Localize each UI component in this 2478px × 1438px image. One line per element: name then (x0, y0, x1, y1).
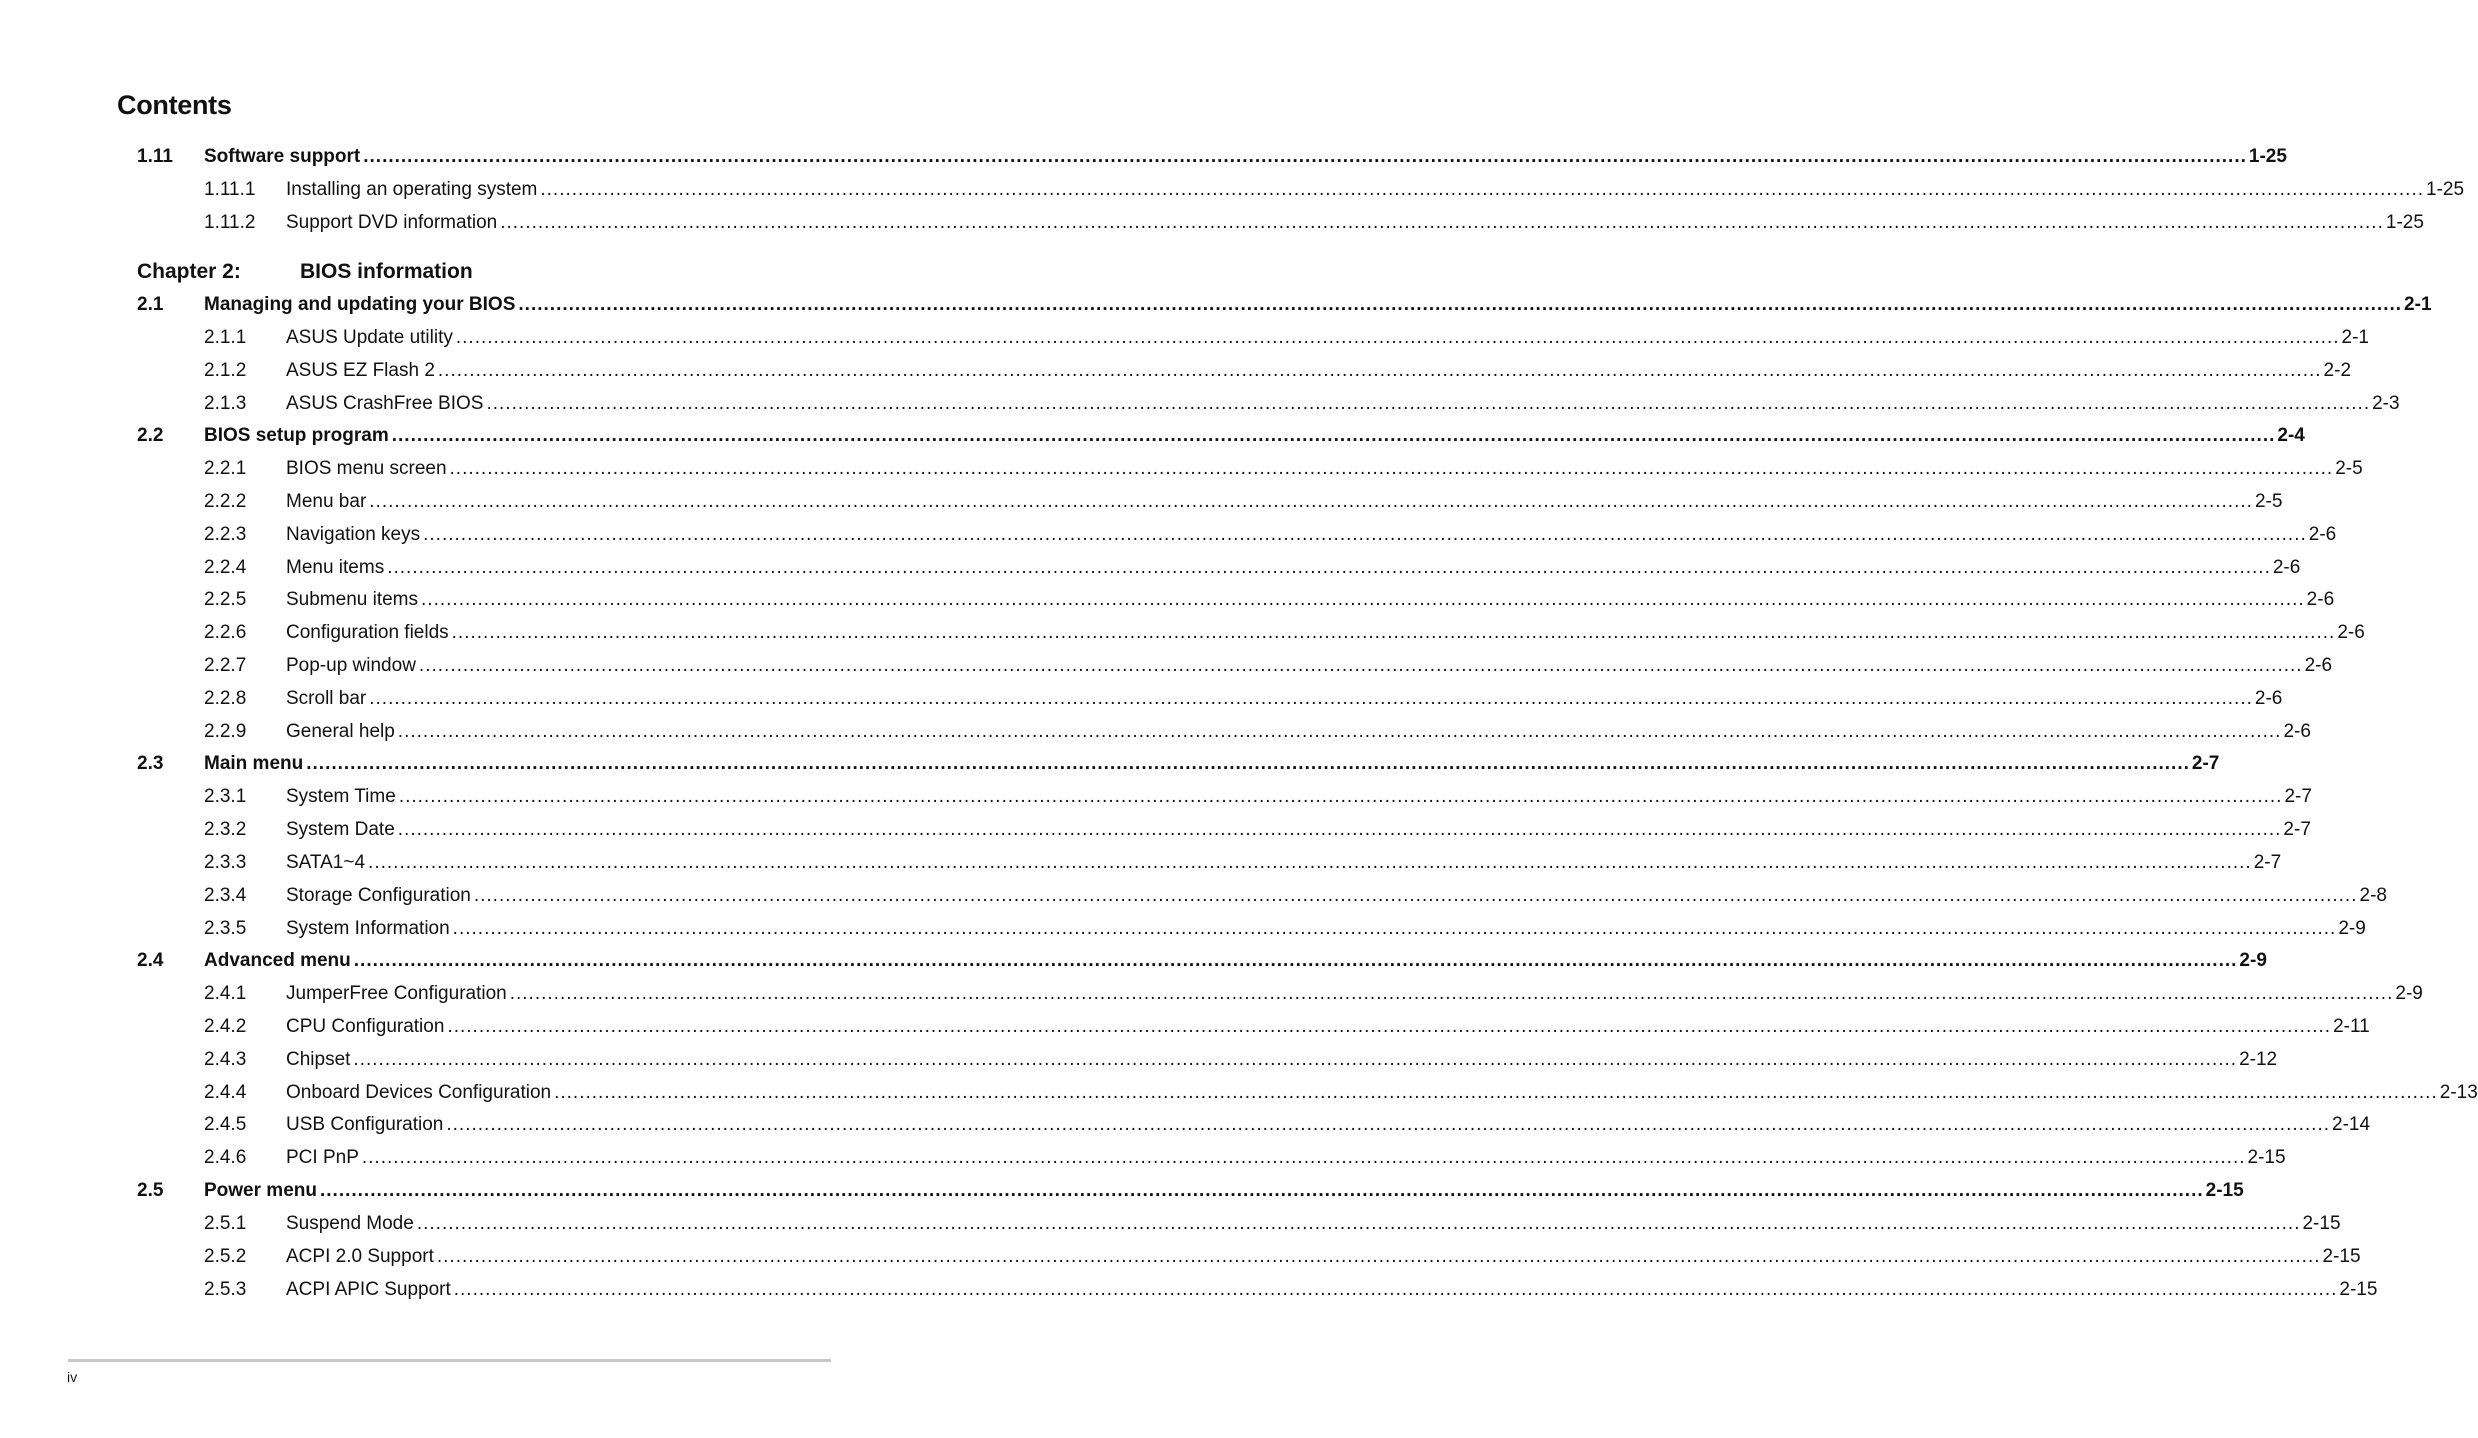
toc-entry-number: 2.2.4 (204, 557, 247, 578)
toc-entry-page: 2-7 (2253, 852, 2282, 873)
toc-entry-page: 2-6 (2306, 589, 2335, 610)
toc-entry-leader (286, 883, 2387, 909)
toc-entry-title: System Date (286, 819, 395, 840)
toc-dot-leader: ............................................................................................................................................................................................................................................................................................................ (540, 179, 2425, 200)
toc-entry-number: 2.3.5 (204, 918, 247, 939)
toc-entry-title: ASUS CrashFree BIOS (286, 393, 484, 414)
toc-entry-number: 2.4 (137, 950, 164, 971)
toc-entry-page: 2-5 (2335, 458, 2363, 479)
toc-entry-leader (204, 144, 2287, 170)
toc-subsection-entry (0, 1211, 2341, 1237)
toc-entry-title: Storage Configuration (286, 885, 471, 906)
toc-entry-number: 2.4.2 (204, 1016, 247, 1037)
toc-entry-number: 2.3.3 (204, 852, 247, 873)
toc-entry-leader (286, 522, 2337, 548)
toc-entry-page: 2-6 (2308, 524, 2337, 545)
toc-entry-leader (204, 751, 2220, 777)
toc-entry-leader (286, 391, 2400, 417)
toc-dot-leader: ............................................................................................................................................................................................................................................................................................................ (500, 212, 2384, 233)
toc-section-entry (0, 292, 2432, 318)
toc-dot-leader: ............................................................................................................................................................................................................................................................................................................ (452, 918, 2337, 939)
toc-dot-leader: ............................................................................................................................................................................................................................................................................................................ (387, 557, 2271, 578)
toc-entry-page: 2-12 (2239, 1049, 2278, 1070)
toc-entry-number: 2.5 (137, 1180, 164, 1201)
toc-entry-title: CPU Configuration (286, 1016, 445, 1037)
footer-rule (68, 1359, 831, 1362)
toc-entry-page: 2-5 (2254, 491, 2283, 512)
toc-entry-title: SATA1~4 (286, 852, 366, 873)
toc-entry-number: 2.2.3 (204, 524, 247, 545)
toc-entry-title: Onboard Devices Configuration (286, 1082, 552, 1103)
toc-dot-leader: ............................................................................................................................................................................................................................................................................................................ (423, 524, 2307, 545)
toc-entry-title: Main menu (204, 753, 304, 774)
toc-entry-page: 2-2 (2323, 360, 2352, 381)
toc-entry-page: 2-8 (2359, 885, 2387, 906)
toc-dot-leader: ............................................................................................................................................................................................................................................................................................................ (353, 950, 2238, 971)
toc-entry-page: 2-15 (2322, 1246, 2361, 1267)
toc-section-entry (0, 1178, 2244, 1204)
toc-dot-leader: ............................................................................................................................................................................................................................................................................................................ (416, 1213, 2301, 1234)
toc-entry-number: 2.4.1 (204, 983, 247, 1004)
toc-dot-leader: ............................................................................................................................................................................................................................................................................................................ (447, 1016, 2332, 1037)
toc-entry-leader (286, 489, 2283, 515)
toc-subsection-entry (0, 1112, 2371, 1138)
toc-entry-number: 2.3.4 (204, 885, 247, 906)
toc-subsection-entry (0, 784, 2312, 810)
toc-entry-title: BIOS menu screen (286, 458, 447, 479)
toc-entry-leader (286, 177, 2465, 203)
toc-entry-leader (204, 1178, 2244, 1204)
toc-entry-number: 2.1.1 (204, 327, 247, 348)
toc-subsection-entry (0, 620, 2365, 646)
toc-entry-number: 1.11.2 (204, 212, 256, 233)
toc-entry-title: Installing an operating system (286, 179, 538, 200)
toc-dot-leader: ............................................................................................................................................................................................................................................................................................................ (554, 1082, 2438, 1103)
toc-subsection-entry (0, 489, 2283, 515)
toc-entry-page: 2-15 (2205, 1180, 2244, 1201)
toc-entry-page: 2-14 (2332, 1114, 2371, 1135)
toc-dot-leader: ............................................................................................................................................................................................................................................................................................................ (397, 819, 2282, 840)
toc-entry-title: Support DVD information (286, 212, 498, 233)
toc-subsection-entry (0, 1014, 2370, 1040)
toc-entry-title: JumperFree Configuration (286, 983, 507, 1004)
toc-dot-leader: ............................................................................................................................................................................................................................................................................................................ (391, 425, 2276, 446)
toc-subsection-entry (0, 1047, 2278, 1073)
toc-entry-page: 2-9 (2395, 983, 2423, 1004)
toc-entry-page: 2-7 (2191, 753, 2220, 774)
toc-entry-leader (286, 1047, 2278, 1073)
toc-subsection-entry (0, 325, 2369, 351)
toc-entry-title: Menu items (286, 557, 385, 578)
toc-entry-page: 2-6 (2272, 557, 2301, 578)
toc-entry-page: 1-25 (2248, 146, 2287, 167)
toc-entry-page: 2-1 (2341, 327, 2369, 348)
toc-entry-title: Navigation keys (286, 524, 421, 545)
toc-entry-number: 2.3.2 (204, 819, 247, 840)
toc-entry-page: 2-4 (2277, 425, 2305, 446)
toc-entry-title: General help (286, 721, 395, 742)
toc-entry-number: 2.5.1 (204, 1213, 247, 1234)
toc-entry-number: 2.2.5 (204, 589, 247, 610)
toc-entry-title: System Information (286, 918, 450, 939)
toc-entry-page: 2-15 (2302, 1213, 2341, 1234)
toc-dot-leader: ............................................................................................................................................................................................................................................................................................................ (397, 721, 2282, 742)
toc-entry-leader (286, 1014, 2370, 1040)
toc-subsection-entry (0, 1145, 2286, 1171)
toc-subsection-entry (0, 358, 2352, 384)
toc-entry-title: Scroll bar (286, 688, 367, 709)
toc-subsection-entry (0, 456, 2363, 482)
toc-entry-title: ASUS EZ Flash 2 (286, 360, 435, 381)
toc-dot-leader: ............................................................................................................................................................................................................................................................................................................ (451, 622, 2336, 643)
toc-entry-leader (286, 1244, 2361, 1270)
toc-entry-page: 1-25 (2385, 212, 2424, 233)
toc-dot-leader: ............................................................................................................................................................................................................................................................................................................ (486, 393, 2371, 414)
toc-dot-leader: ............................................................................................................................................................................................................................................................................................................ (306, 753, 2190, 774)
toc-dot-leader: ............................................................................................................................................................................................................................................................................................................ (369, 688, 2253, 709)
toc-entry-title: Software support (204, 146, 361, 167)
toc-subsection-entry (0, 653, 2333, 679)
toc-subsection-entry (0, 555, 2301, 581)
toc-subsection-entry (0, 1244, 2361, 1270)
toc-entry-number: 2.4.4 (204, 1082, 247, 1103)
toc-entry-title: ACPI APIC Support (286, 1279, 451, 1300)
toc-entry-page: 2-15 (2339, 1279, 2378, 1300)
toc-entry-leader (286, 1112, 2371, 1138)
toc-subsection-entry (0, 817, 2311, 843)
toc-subsection-entry (0, 177, 2465, 203)
toc-entry-title: System Time (286, 786, 396, 807)
toc-subsection-entry (0, 210, 2424, 236)
toc-entry-number: 2.1.2 (204, 360, 247, 381)
toc-dot-leader: ............................................................................................................................................................................................................................................................................................................ (398, 786, 2283, 807)
page-number: iv (67, 1369, 78, 1385)
toc-entry-page: 1-25 (2426, 179, 2465, 200)
toc-entry-title: USB Configuration (286, 1114, 444, 1135)
toc-dot-leader: ............................................................................................................................................................................................................................................................................................................ (473, 885, 2358, 906)
toc-dot-leader: ............................................................................................................................................................................................................................................................................................................ (369, 491, 2253, 512)
toc-dot-leader: ............................................................................................................................................................................................................................................................................................................ (353, 1049, 2238, 1070)
toc-entry-leader (286, 817, 2311, 843)
toc-dot-leader: ............................................................................................................................................................................................................................................................................................................ (449, 458, 2334, 479)
toc-entry-title: Pop-up window (286, 655, 416, 676)
toc-dot-leader: ............................................................................................................................................................................................................................................................................................................ (446, 1114, 2331, 1135)
toc-entry-title: Managing and updating your BIOS (204, 294, 516, 315)
toc-entry-title: Power menu (204, 1180, 317, 1201)
toc-subsection-entry (0, 686, 2283, 712)
toc-entry-page: 2-7 (2283, 819, 2311, 840)
toc-subsection-entry (0, 719, 2311, 745)
toc-entry-number: 2.2.6 (204, 622, 247, 643)
toc-section-entry (0, 144, 2287, 170)
toc-entry-number: 2.2.7 (204, 655, 247, 676)
toc-entry-number: 2.5.3 (204, 1279, 247, 1300)
toc-entry-leader (286, 1277, 2378, 1303)
toc-dot-leader: ............................................................................................................................................................................................................................................................................................................ (361, 1147, 2246, 1168)
toc-entry-number: 2.1 (137, 294, 164, 315)
toc-entry-page: 2-6 (2337, 622, 2365, 643)
toc-entry-leader (286, 620, 2365, 646)
toc-entry-title: Chipset (286, 1049, 351, 1070)
toc-entry-page: 2-15 (2247, 1147, 2286, 1168)
toc-entry-leader (286, 210, 2424, 236)
toc-entry-leader (286, 587, 2335, 613)
toc-entry-number: 1.11.1 (204, 179, 256, 200)
toc-entry-page: 2-11 (2333, 1016, 2370, 1037)
toc-entry-title: Menu bar (286, 491, 367, 512)
toc-subsection-entry (0, 1080, 2478, 1106)
toc-entry-number: 2.2 (137, 425, 164, 446)
toc-dot-leader: ............................................................................................................................................................................................................................................................................................................ (455, 327, 2340, 348)
toc-entry-title: ACPI 2.0 Support (286, 1246, 434, 1267)
toc-entry-number: 2.2.1 (204, 458, 247, 479)
toc-subsection-entry (0, 850, 2282, 876)
toc-entry-title: Suspend Mode (286, 1213, 414, 1234)
toc-entry-title: BIOS setup program (204, 425, 389, 446)
toc-entry-number: 2.1.3 (204, 393, 247, 414)
toc-entry-leader (204, 292, 2432, 318)
toc-dot-leader: ............................................................................................................................................................................................................................................................................................................ (368, 852, 2252, 873)
toc-entry-leader (286, 981, 2423, 1007)
toc-entry-page: 2-1 (2404, 294, 2432, 315)
toc-entry-page: 2-9 (2338, 918, 2366, 939)
page-title: Contents (117, 90, 232, 120)
toc-entry-number: 2.4.6 (204, 1147, 247, 1168)
chapter-title: BIOS information (300, 260, 473, 283)
toc-entry-leader (286, 719, 2311, 745)
toc-dot-leader: ............................................................................................................................................................................................................................................................................................................ (319, 1180, 2204, 1201)
toc-entry-number: 2.4.5 (204, 1114, 247, 1135)
toc-entry-number: 2.2.9 (204, 721, 247, 742)
toc-subsection-entry (0, 522, 2337, 548)
toc-subsection-entry (0, 391, 2400, 417)
toc-subsection-entry (0, 981, 2423, 1007)
toc-entry-title: ASUS Update utility (286, 327, 453, 348)
toc-entry-leader (286, 456, 2363, 482)
toc-dot-leader: ............................................................................................................................................................................................................................................................................................................ (509, 983, 2394, 1004)
toc-entry-title: Submenu items (286, 589, 419, 610)
toc-dot-leader: ............................................................................................................................................................................................................................................................................................................ (418, 655, 2303, 676)
toc-entry-page: 2-3 (2372, 393, 2400, 414)
toc-entry-leader (286, 686, 2283, 712)
toc-dot-leader: ............................................................................................................................................................................................................................................................................................................ (518, 294, 2403, 315)
toc-entry-page: 2-9 (2239, 950, 2267, 971)
toc-entry-leader (286, 784, 2312, 810)
toc-entry-page: 2-7 (2284, 786, 2312, 807)
toc-dot-leader: ............................................................................................................................................................................................................................................................................................................ (421, 589, 2305, 610)
toc-entry-title: Configuration fields (286, 622, 449, 643)
toc-entry-page: 2-13 (2439, 1082, 2478, 1103)
toc-entry-leader (204, 948, 2267, 974)
toc-entry-number: 2.5.2 (204, 1246, 247, 1267)
toc-entry-number: 1.11 (137, 146, 173, 167)
toc-entry-page: 2-6 (2254, 688, 2283, 709)
toc-entry-leader (286, 358, 2352, 384)
toc-entry-number: 2.2.2 (204, 491, 247, 512)
toc-dot-leader: ............................................................................................................................................................................................................................................................................................................ (437, 360, 2322, 381)
toc-entry-leader (204, 423, 2305, 449)
toc-section-entry (0, 423, 2305, 449)
toc-subsection-entry (0, 916, 2366, 942)
toc-entry-page: 2-6 (2283, 721, 2311, 742)
toc-entry-title: PCI PnP (286, 1147, 359, 1168)
toc-entry-number: 2.3 (137, 753, 164, 774)
toc-section-entry (0, 751, 2220, 777)
chapter-label: Chapter 2: (137, 260, 241, 283)
toc-entry-leader (286, 850, 2282, 876)
toc-subsection-entry (0, 883, 2387, 909)
toc-subsection-entry (0, 1277, 2378, 1303)
toc-entry-leader (286, 1211, 2341, 1237)
toc-entry-page: 2-6 (2304, 655, 2333, 676)
toc-entry-title: Advanced menu (204, 950, 351, 971)
toc-dot-leader: ............................................................................................................................................................................................................................................................................................................ (436, 1246, 2321, 1267)
toc-entry-leader (286, 653, 2333, 679)
toc-dot-leader: ............................................................................................................................................................................................................................................................................................................ (363, 146, 2247, 167)
toc-subsection-entry (0, 587, 2335, 613)
toc-entry-leader (286, 325, 2369, 351)
toc-entry-leader (286, 1080, 2478, 1106)
toc-entry-number: 2.4.3 (204, 1049, 247, 1070)
toc-entry-leader (286, 916, 2366, 942)
toc-dot-leader: ............................................................................................................................................................................................................................................................................................................ (453, 1279, 2338, 1300)
toc-entry-number: 2.3.1 (204, 786, 247, 807)
toc-entry-leader (286, 1145, 2286, 1171)
toc-section-entry (0, 948, 2267, 974)
toc-entry-leader (286, 555, 2301, 581)
toc-entry-number: 2.2.8 (204, 688, 247, 709)
